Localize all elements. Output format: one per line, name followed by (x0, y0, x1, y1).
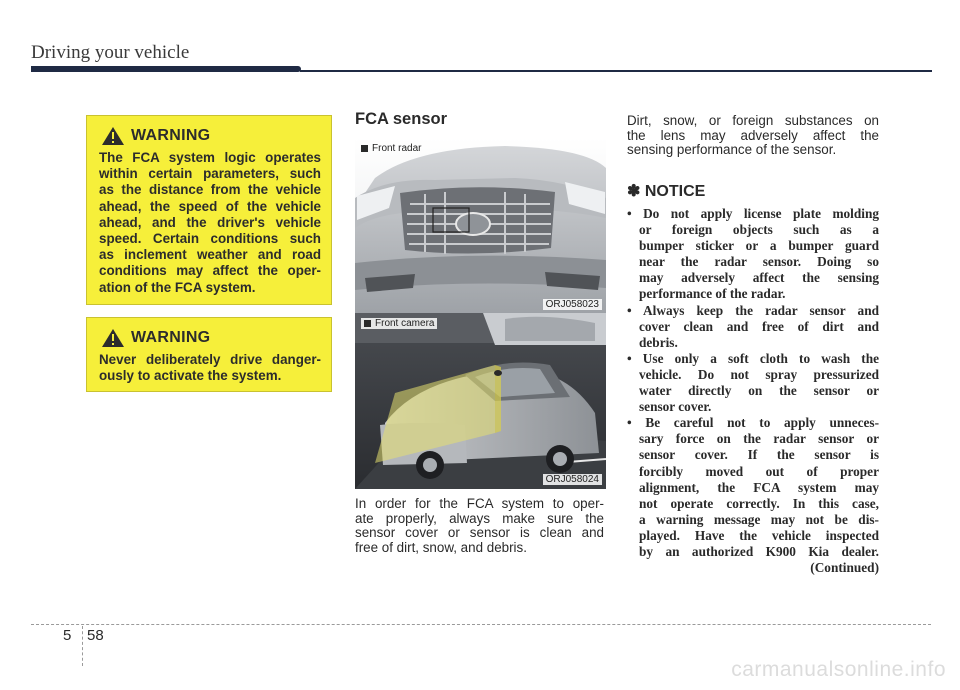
warning-box-drive-danger (86, 317, 332, 392)
header-rule-thin (300, 70, 932, 72)
footer-rule (31, 624, 931, 625)
warning-text: The FCA system logic operates within certain parameters, such as the distance from the vehicle ahead, the speed of the vehicle ahead, and the driver's vehicle speed. Certain conditions such as inclement weather and road conditions may affect the oper- ation of the FCA system. (99, 150, 321, 295)
warning-triangle-icon (101, 126, 125, 146)
warning-triangle-icon (101, 328, 125, 348)
figure-code: ORJ058024 (543, 474, 602, 485)
warning-box-fca-logic (86, 115, 332, 305)
continued-label: (Continued) (810, 560, 879, 576)
watermark: carmanualsonline.info (731, 658, 946, 681)
front-radar-illustration (355, 138, 606, 314)
warning-title: WARNING (131, 127, 211, 144)
page-number: 58 (87, 627, 104, 644)
section-title: FCA sensor (355, 110, 447, 128)
front-camera-illustration (355, 313, 606, 489)
chapter-number: 5 (63, 627, 72, 644)
figure-code: ORJ058023 (543, 299, 602, 310)
warning-title: WARNING (131, 329, 211, 346)
notice-list: • Do not apply license plate molding or foreign objects such as a bumper sticker or a bumper guard near the radar sensor. Doing so may adversely affect the sensing performance of the radar. • Always keep the radar sensor and cover clean and free of dirt and debris. • Use only a soft cloth to wash the vehicle. Do not spray pressurized water directly on the sensor or sensor cover. • Be careful not to apply unneces- sary force on the radar sensor or sensor cover. If the sensor is forcibly moved out of proper alignment, the FCA system may not operate correctly. In this case, a warning message may not be dis- played. Have the vehicle inspected by an authorized K900 Kia dealer. (Continued) (627, 206, 879, 576)
right-paragraph: Dirt, snow, or foreign substances on the lens may adversely affect the sensing performance of the sensor. (627, 113, 879, 158)
figure-front-camera (355, 313, 606, 489)
header-rule (31, 66, 301, 72)
notice-title: ✽ NOTICE (627, 183, 706, 200)
warning-text: Never deliberately drive danger- ously to activate the system. (99, 352, 321, 384)
figure-front-radar (355, 138, 606, 314)
figure-label: Front camera (361, 318, 437, 329)
running-header: Driving your vehicle (31, 42, 190, 63)
figure-label: Front radar (361, 143, 421, 154)
body-paragraph: In order for the FCA system to oper- ate properly, always make sure the sensor cover or sensor is clean and free of dirt, snow, and debris. (355, 496, 604, 555)
footer-divider (82, 626, 83, 666)
